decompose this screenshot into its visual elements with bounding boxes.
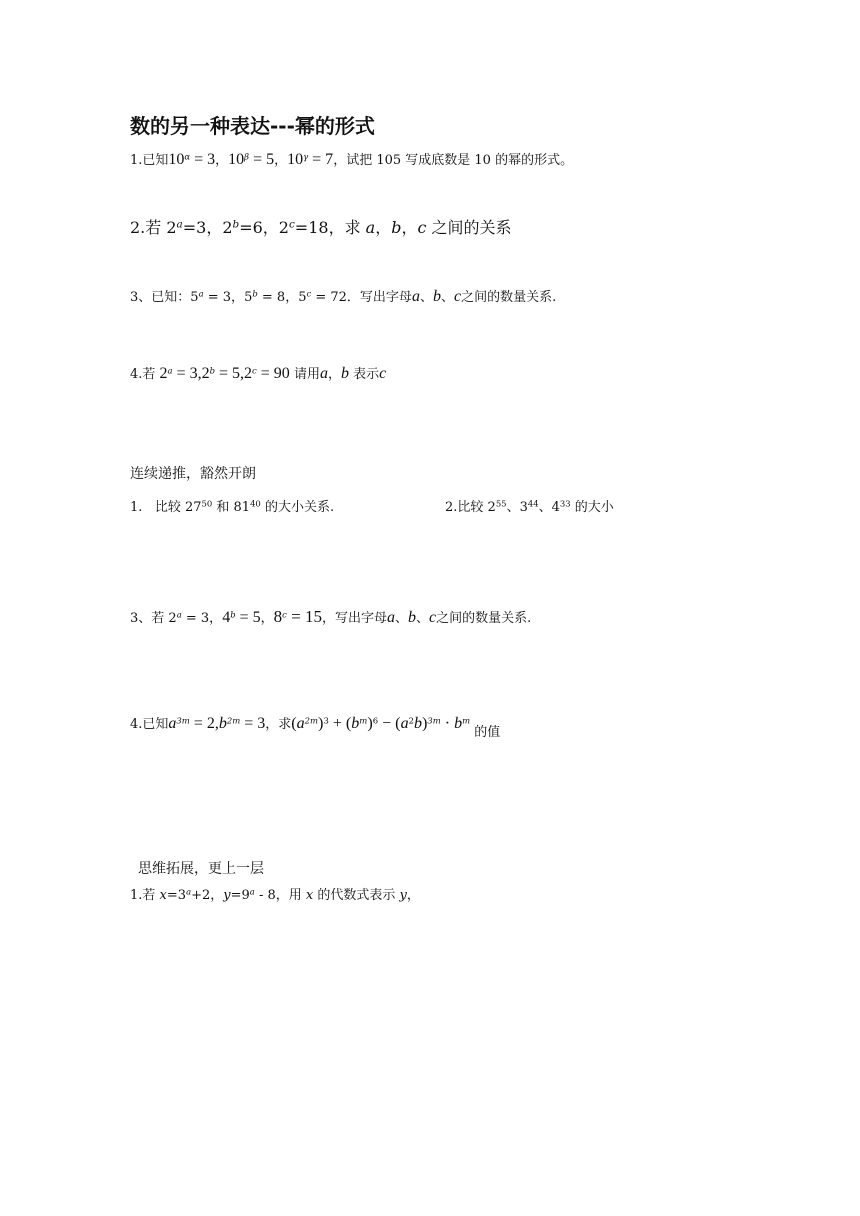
page-title: 数的另一种表达---幂的形式 xyxy=(130,114,375,138)
problem-1-2: 2.若 $2^a=3$，$2^b=6$，$2^c=18$，求 a，b，c 之间的关系 xyxy=(130,218,512,237)
problem-2-3: 3、若 $2^a = 3$，$4^b = 5$，$8^c = 15$，写出字母a、b、c之间的数量关系. xyxy=(130,607,532,626)
section-heading-3: 思维拓展，更上一层 xyxy=(138,861,264,877)
section-heading-2: 连续递推，豁然开朗 xyxy=(130,466,256,482)
problem-1-3: 3、已知：$5^a = 3$，$5^b = 8$，$5^c = 72$．写出字母a、b、c之间的数量关系. xyxy=(130,288,557,305)
problem-2-1: 1. 比较 $27^{50}$ 和 $81^{40}$ 的大小关系. xyxy=(130,498,335,515)
problem-1-1: 1.已知$10^\alpha = 3$，$10^\beta = 5$，$10^\gamma = 7$，试把 105 写成底数是 10 的幂的形式。 xyxy=(130,151,574,168)
problem-2-2: 2.比较 $2^{55}$、$3^{44}$、$4^{33}$ 的大小 xyxy=(445,498,614,515)
problem-1-4: 4.若 $2^a = 3,2^b = 5,2^c = 90$ 请用a，b 表示c xyxy=(130,365,387,382)
problem-2-4: 4.已知$a^{3m} = 2,b^{2m} = 3$，求$(a^{2m})^3 + (b^m)^6 - (a^2b)^{3m} \cdot b^m$ 的值 xyxy=(130,714,501,740)
problem-3-1: 1.若 $x=3^a+2$，$y=9^a - 8$，用 x 的代数式表示 y， xyxy=(130,886,420,903)
